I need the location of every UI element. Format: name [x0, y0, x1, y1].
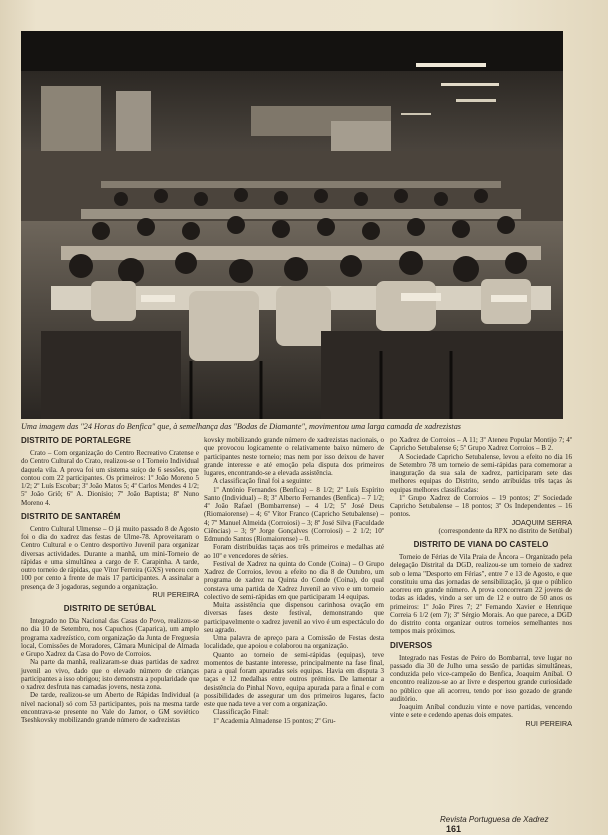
paragraph: Foram distribuídas taças aos três primeiros e medalhas até ao 10º e vencedores de séries.	[204, 543, 384, 560]
author-signature: RUI PEREIRA	[525, 718, 572, 728]
column-2	[204, 436, 384, 725]
chess-tournament-photo	[21, 31, 563, 419]
paragraph: Muita assistência que dispensou carinhosa ovação em diversas fases deste festival, demonstrando que participavelmente o xadrez juvenil ao vivo é um espectáculo do seu agrado.	[204, 601, 384, 634]
author-affiliation: (correspondente da RPX no distrito de Setúbal)	[438, 526, 572, 535]
paragraph: A classificação final foi a seguinte:	[213, 477, 312, 486]
author-signature: RUI PEREIRA	[152, 589, 199, 599]
paragraph: 1º Grupo Xadrez de Corroios – 19 pontos; 2º Sociedade Capricho Setubalense – 18 pontos; 3º Os Independentes – 16 pontos.	[390, 493, 572, 519]
heading-santarem: DISTRITO DE SANTARÉM	[21, 511, 121, 521]
column-1	[21, 436, 199, 724]
paragraph: Na parte da manhã, realizaram-se duas partidas de xadrez juvenil ao vivo, dado que o elevado número de crianças participantes a isso obrigou; isto demonstra a popularidade que o xadrez desfruta nas camadas jovens, nesta zona.	[21, 658, 199, 691]
paragraph: Festival de Xadrez na quinta do Conde (Coina) – O Grupo Xadrez de Corroios, levou a efeito no dia 8 de Outubro, um programa de xadrez na Quinta do Conde (Coina), do qual constava uma partida de Xadrez Juvenil ao vivo e um torneio colectivo de semi-rápidas em que participaram 14 equipas.	[204, 559, 384, 601]
paragraph: po Xadrez de Corroios – A 11; 3º Ateneu Popular Montijo 7; 4º Capricho Setubalense 6; 5º Grupo Xadrez Corroios – B 2.	[390, 436, 572, 453]
heading-setubal: DISTRITO DE SETÚBAL	[63, 604, 157, 613]
page-number: 161	[446, 824, 462, 834]
paragraph: Crato – Com organização do Centro Recreativo Cratense e do Centro Cultural do Crato, realizou-se o I Torneio Individual daquela vila. A prova foi um sistema suíço de 6 sessões, que contou com 22 participantes. Os primeiros: 1º João Moreno 5 1/2; 2º Luís Escobar; 3º João Matos 5; 4º Carlos Mendes 4 1/2; 5º João Griô; 6º A. Dionísio; 7º João Baptista; 8º Nuno Moreno 4.	[21, 449, 199, 507]
paragraph: Quanto ao torneio de semi-rápidas (equipas), teve momentos de bastante interesse, principalmente na fase final, para a qual foram apuradas seis equipas. Havia em disputa 3 taças e 12 medalhas entre outros prémios. De lamentar a desistência do Pinhal Novo, equipa apurada para a final e com possibilidades de assegurar um dos primeiros lugares, facto este que nada teve a ver com a organização.	[204, 650, 384, 708]
publication-name: Revista Portuguesa de Xadrez	[440, 815, 549, 824]
paragraph: 1º Academia Almadense 15 pontos; 2º Gru-	[213, 716, 336, 725]
paragraph: Joaquim Aníbal conduziu vinte e nove partidas, vencendo vinte e sete e cedendo apenas dois empates.	[390, 703, 572, 720]
paragraph: Classificação Final:	[213, 708, 269, 717]
author-signature: JOAQUIM SERRA	[511, 517, 572, 527]
paragraph: Integrado no Dia Nacional das Casas do Povo, realizou-se no dia 10 de Setembro, nos Capuchos (Caparica), um amplo programa xadrezístico, com organização da Junta de Freguesia local, Comissões de Moradores, Câmara Municipal de Almada e Grupo Xadrez da Casa do Povo de Corroios.	[21, 617, 199, 658]
heading-diversos: DIVERSOS	[390, 640, 433, 650]
paragraph: Torneio de Férias de Vila Praia de Âncora – Organizado pela delegação Distrital da DGD, realizou-se um torneio de xadrez sob o lema "Desporto em Férias", entre 7 e 13 de Agosto, e que constituiu uma das jornadas de sensibilização, já que o público acorreu em grande número. A prova concorreram 22 jovens de todas as idades, vindo a ser um de 12 e outro de 50 anos os primeiros: 1º João Pires 7; 2º Fernando Xavier e Henrique Correia 6 1/2 (em 7); 3º Sérgio Morais. Ao que parece, a DGD do distrito conta organizar outros torneios semelhantes nos tempos mais próximos.	[390, 553, 572, 636]
paragraph: De tarde, realizou-se um Aberto de Rápidas Individual (a nível nacional) só com 53 participantes, pois na mesma tarde encontrava-se presente no Vale do Jamor, o GM soviético Tseshkovsky mobilizando grande número de xadrezistas	[21, 691, 199, 724]
column-3	[390, 436, 572, 728]
paragraph: kovsky mobilizando grande número de xadrezistas nacionais, o que provocou logicamente o relativamente baixo número de participantes neste torneio; mas nem por isso deixou de haver grande interesse e até emoção pela disputa dos primeiros lugares, encontrando-se a elevada assistência.	[204, 436, 384, 477]
page-footer	[440, 815, 570, 834]
paragraph: Uma palavra de apreço para a Comissão de Festas desta localidade, que apoiou e colaborou na organização.	[204, 634, 384, 651]
paragraph: 1º António Fernandes (Benfica) – 8 1/2; 2º Luís Espírito Santo (Individual) – 8; 3º Alberto Fernandes (Benfica) – 7 1/2; 4º João Rafael (Bombarrense) – 4 1/2; 5º José Deus (Riomaiorense) – 4; 6º Vítor Franco (Capricho Setubalense) – 4; 7º Manuel Almeida (Corroiosi) – 3; 8º José Silva (Faculdade Ciências) – 3; 9º Jorge Gonçalves (Corroiosi) – 2 1/2; 10º Edmundo Santos (Riomaiorense) – 0.	[204, 485, 384, 543]
heading-viana-do-castelo: DISTRITO DE VIANA DO CASTELO	[413, 540, 549, 549]
paragraph: Integrado nas Festas de Peiro do Bombarral, teve lugar no passado dia 30 de Julho uma sessão de partidas simultâneas, conduzida pelo vice-campeão do Benfica, Joaquim Aníbal. O encontro realizou-se ao ar livre e despertou grande curiosidade no público que ali acorreu, tendo por isso gozado de grande auditório.	[390, 653, 572, 703]
paragraph: Centro Cultural Ulmense – O já muito passado 8 de Agosto foi o dia do xadrez das festas de Ulme-78. Aproveitaram o Centro Cultural e o Centro desportivo Juvenil para organizar diversas actividades. Durante a manhã, um mini-Torneio de rápidas e uma simultânea a cargo de F. Carapinha. A tarde, outro torneio de rápidas, que Vítor Ferreira (GXS) venceu com 100 por cento à frente de mais 17 participantes. A assinalar a presença de 3 jogadoras, segundo a organização.	[21, 524, 199, 591]
paragraph: A Sociedade Capricho Setubalense, levou a efeito no dia 16 de Setembro 78 um torneio de semi-rápidas para comemorar a inauguração da sua sala de xadrez, participaram sete das melhores equipas do Distrito, sendo atribuídas três taças às equipas melhores classificadas:	[390, 452, 572, 494]
photo-caption: Uma imagem das "24 Horas do Benfica" que, à semelhança das "Bodas de Diamante", movimentou uma larga camada de xadrezistas	[21, 422, 461, 431]
heading-portalegre: DISTRITO DE PORTALEGRE	[21, 436, 131, 445]
